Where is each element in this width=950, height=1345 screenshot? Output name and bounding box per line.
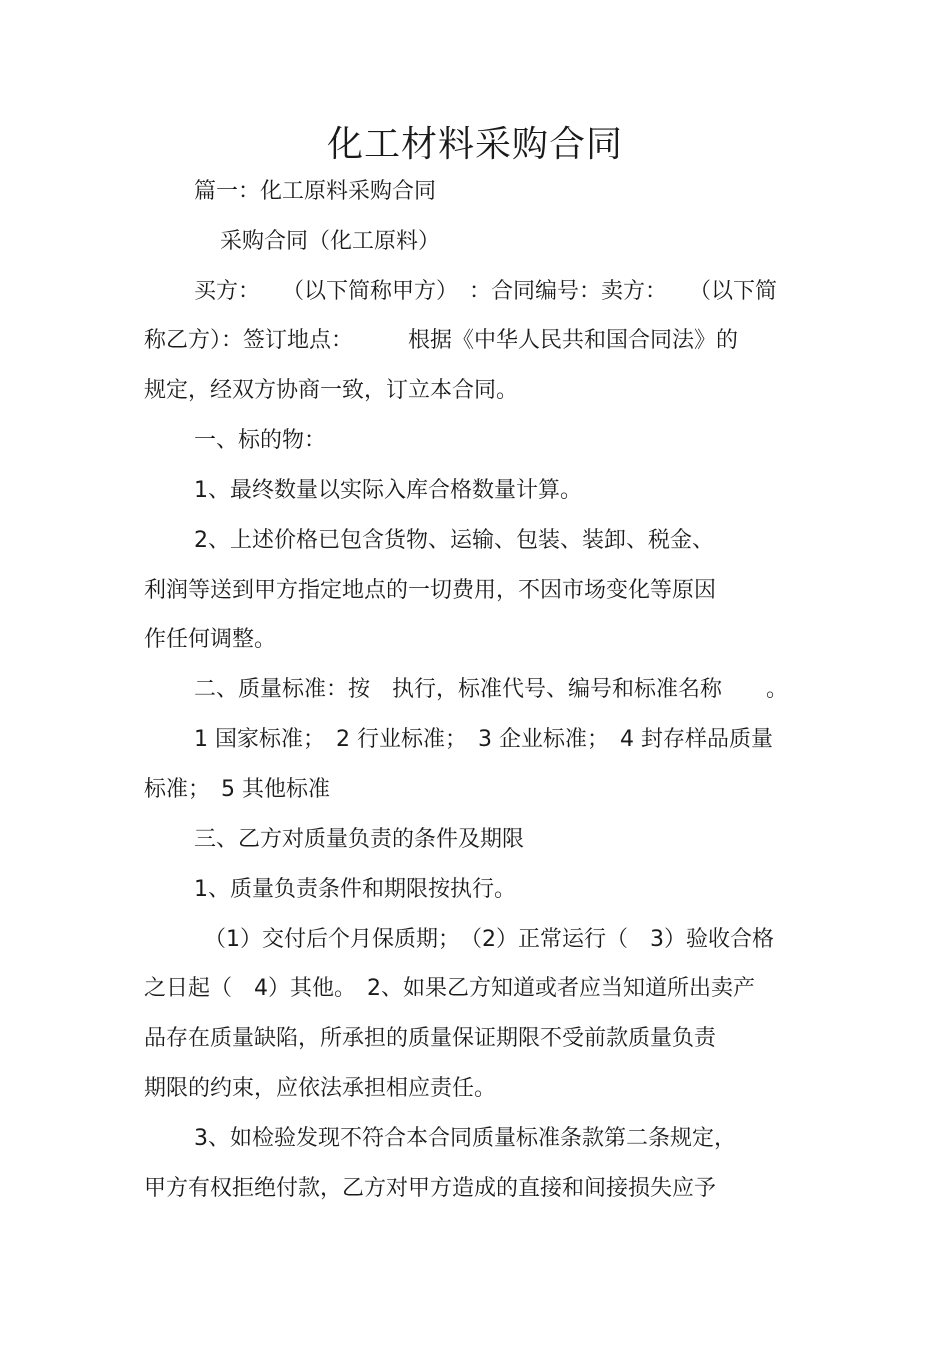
paragraph-line: 3、如检验发现不符合本合同质量标准条款第二条规定， xyxy=(194,1126,736,1151)
paragraph-line: 1、最终数量以实际入库合格数量计算。 xyxy=(194,478,582,503)
paragraph-line: 标准； 5 其他标准 xyxy=(144,777,330,802)
section-heading: 一、标的物： xyxy=(194,428,327,453)
contract-subtitle: 采购合同（化工原料） xyxy=(220,229,441,254)
paragraph-line: 1 国家标准； 2 行业标准； 3 企业标准； 4 封存样品质量 xyxy=(194,727,773,752)
paragraph-line: 品存在质量缺陷，所承担的质量保证期限不受前款质量负责 xyxy=(144,1026,717,1051)
paragraph-line: 甲方有权拒绝付款，乙方对甲方造成的直接和间接损失应予 xyxy=(144,1176,717,1201)
chapter-heading: 篇一：化工原料采购合同 xyxy=(194,179,437,204)
paragraph-line: 买方： （以下简称甲方） ：合同编号：卖方： （以下简 xyxy=(194,279,778,304)
paragraph-line: 利润等送到甲方指定地点的一切费用，不因市场变化等原因 xyxy=(144,578,717,603)
section-heading: 三、乙方对质量负责的条件及期限 xyxy=(194,827,525,852)
document-title: 化工材料采购合同 xyxy=(326,124,623,165)
section-heading: 二、质量标准：按 执行，标准代号、编号和标准名称 。 xyxy=(194,677,789,702)
paragraph-line: 称乙方）：签订地点： 根据《中华人民共和国合同法》的 xyxy=(144,328,739,353)
paragraph-line: 期限的约束，应依法承担相应责任。 xyxy=(144,1076,497,1101)
paragraph-line: 1、质量负责条件和期限按执行。 xyxy=(194,877,516,902)
paragraph-line: （1）交付后个月保质期； （2）正常运行（ 3）验收合格 xyxy=(204,927,774,952)
paragraph-line: 之日起（ 4）其他。 2、如果乙方知道或者应当知道所出卖产 xyxy=(144,976,755,1001)
paragraph-line: 2、上述价格已包含货物、运输、包装、装卸、税金、 xyxy=(194,528,714,553)
paragraph-line: 规定，经双方协商一致，订立本合同。 xyxy=(144,378,519,403)
paragraph-line: 作任何调整。 xyxy=(144,627,277,652)
